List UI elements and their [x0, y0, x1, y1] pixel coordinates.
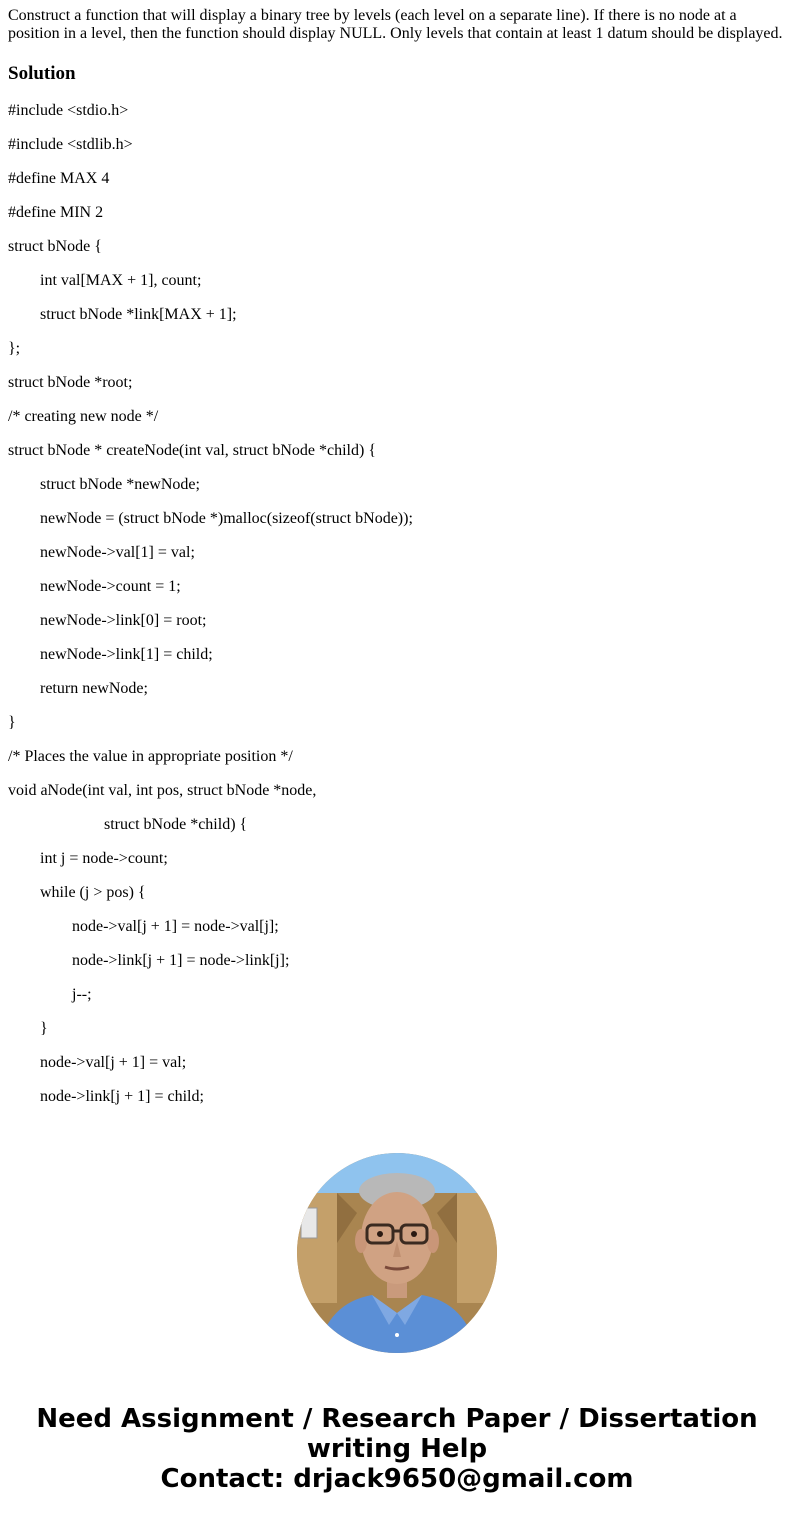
code-line: return newNode;	[40, 680, 148, 697]
code-line: struct bNode *newNode;	[40, 476, 200, 493]
code-line: newNode->link[1] = child;	[40, 646, 213, 663]
promo-contact: Contact: drjack9650@gmail.com	[160, 1464, 634, 1494]
code-line: node->val[j + 1] = node->val[j];	[72, 918, 279, 935]
code-line: }	[8, 714, 16, 731]
code-line: struct bNode {	[8, 238, 102, 255]
promo-line-1: Need Assignment / Research Paper / Dissertation	[36, 1404, 758, 1434]
code-line: struct bNode *root;	[8, 374, 133, 391]
solution-heading: Solution	[8, 63, 76, 84]
code-line: newNode->link[0] = root;	[40, 612, 207, 629]
code-line: j--;	[72, 986, 92, 1003]
code-line: newNode = (struct bNode *)malloc(sizeof(struct bNode));	[40, 510, 413, 527]
code-line: /* Places the value in appropriate position */	[8, 748, 293, 765]
code-line: #include <stdlib.h>	[8, 136, 133, 153]
code-line: struct bNode *child) {	[104, 816, 248, 833]
author-photo-illustration	[297, 1153, 497, 1353]
code-line: #define MAX 4	[8, 170, 110, 187]
code-line: };	[8, 340, 21, 357]
code-line: int val[MAX + 1], count;	[40, 272, 202, 289]
promo-banner	[0, 1404, 794, 1494]
code-line: newNode->val[1] = val;	[40, 544, 195, 561]
code-line: int j = node->count;	[40, 850, 168, 867]
code-block	[8, 102, 413, 1122]
code-line: newNode->count = 1;	[40, 578, 181, 595]
code-line: node->link[j + 1] = node->link[j];	[72, 952, 290, 969]
question-text: Construct a function that will display a binary tree by levels (each level on a separate line). If there is no node at a position in a level, then the function should display NULL. Only levels that contain at least 1 datum should be displayed.	[8, 7, 783, 42]
code-line: struct bNode * createNode(int val, struct bNode *child) {	[8, 442, 377, 459]
code-line: #include <stdio.h>	[8, 102, 129, 119]
promo-line-2: writing Help	[306, 1434, 488, 1464]
code-line: void aNode(int val, int pos, struct bNode *node,	[8, 782, 317, 799]
code-line: node->val[j + 1] = val;	[40, 1054, 187, 1071]
code-line: }	[40, 1020, 48, 1037]
code-line: struct bNode *link[MAX + 1];	[40, 306, 237, 323]
author-avatar	[297, 1153, 497, 1353]
code-line: /* creating new node */	[8, 408, 159, 425]
code-line: while (j > pos) {	[40, 884, 146, 901]
code-line: node->link[j + 1] = child;	[40, 1088, 204, 1105]
code-line: #define MIN 2	[8, 204, 104, 221]
